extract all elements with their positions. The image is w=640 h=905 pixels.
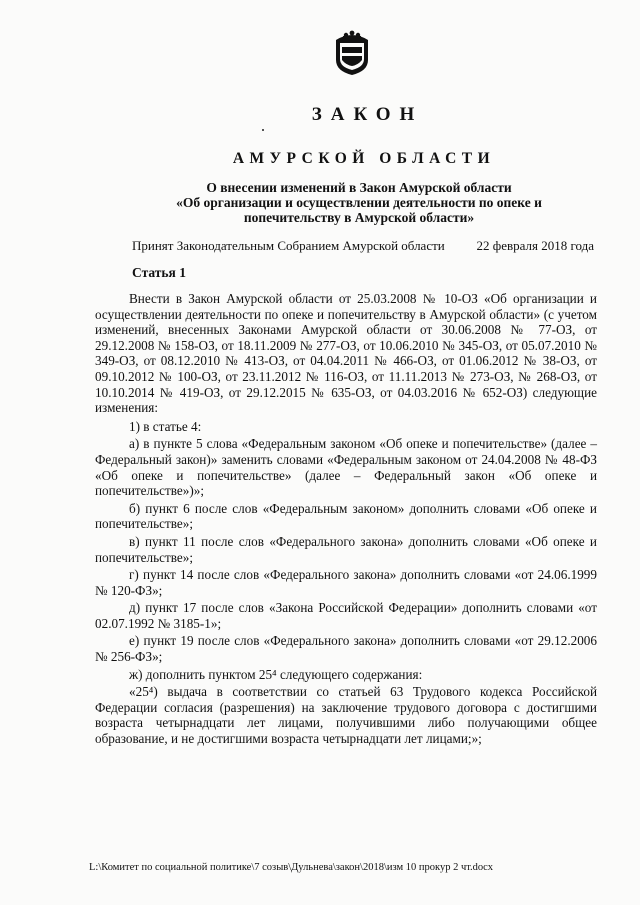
adoption-date: 22 февраля 2018 года	[476, 238, 594, 253]
paragraph: «25⁴) выдача в соответствии со статьей 63 Трудового кодекса Российской Федерации согласия (разрешения) на заключение трудового договора с достигшими возраста четырнадцати лет лицами, получившими либо получающими общее образование, и не достигшими возраста четырнадцати лет лицами;»;	[95, 684, 597, 747]
paragraph: ж) дополнить пунктом 25⁴ следующего содержания:	[129, 666, 423, 682]
region-title: АМУРСКОЙ ОБЛАСТИ	[232, 150, 496, 167]
paragraph: а) в пункте 5 слова «Федеральным законом «Об опеке и попечительстве» (далее – Федеральный закон)» заменить словами «Федеральным законом от 24.04.2008 № 48-ФЗ «Об опеке и попечительстве» (далее – Федеральный закон «Об опеке и попечительстве»)»;	[95, 436, 597, 499]
article-heading: Статья 1	[132, 265, 186, 280]
adoption-line	[132, 238, 594, 254]
paragraph: 1) в статье 4:	[129, 418, 202, 434]
subtitle-line: О внесении изменений в Закон Амурской области	[206, 180, 512, 195]
paragraph: е) пункт 19 после слов «Федерального закона» дополнить словами «от 29.12.2006 № 256-ФЗ»;	[95, 633, 597, 665]
paragraph: Внести в Закон Амурской области от 25.03.2008 № 10-ОЗ «Об организации и осуществлении деятельности по опеке и попечительству в Амурской области» (с учетом изменений, внесенных Законами Амурской области от 30.06.2008 № 77-ОЗ, от 29.12.2008 № 158-ОЗ, от 18.11.2009 № 277-ОЗ, от 10.06.2010 № 345-ОЗ, от 05.07.2010 № 349-ОЗ, от 08.12.2010 № 413-ОЗ, от 04.04.2011 № 466-ОЗ, от 01.06.2012 № 38-ОЗ, от 09.10.2012 № 100-ОЗ, от 23.11.2012 № 116-ОЗ, от 11.11.2013 № 273-ОЗ, № 268-ОЗ, от 10.10.2014 № 419-ОЗ, от 29.12.2015 № 635-ОЗ, от 04.03.2016 № 652-ОЗ) следующие изменения:	[95, 291, 597, 416]
law-subtitle	[0, 180, 640, 225]
paragraph: г) пункт 14 после слов «Федерального закона» дополнить словами «от 24.06.1999 № 120-ФЗ»;	[95, 567, 597, 598]
subtitle-line: «Об организации и осуществлении деятельности по опеке и	[176, 195, 542, 210]
subtitle-line: попечительству в Амурской области»	[243, 210, 475, 225]
paragraph: б) пункт 6 после слов «Федеральным законом» дополнить словами «Об опеке и попечительстве»;	[95, 500, 597, 532]
paragraph: в) пункт 11 после слов «Федерального закона» дополнить словами «Об опеке и попечительстве»;	[95, 533, 597, 565]
document-body	[95, 291, 597, 749]
coat-of-arms-icon	[334, 30, 370, 76]
law-title: ЗАКОН	[311, 104, 424, 125]
adoption-text: Принят Законодательным Собранием Амурской области	[132, 238, 445, 253]
scan-speck	[262, 129, 264, 131]
paragraph: д) пункт 17 после слов «Закона Российской Федерации» дополнить словами «от 02.07.1992 № 3185-1»;	[95, 600, 597, 631]
file-path-footer: L:\Комитет по социальной политике\7 созыв\Дульнева\закон\2018\изм 10 прокур 2 чт.docx	[89, 862, 494, 873]
